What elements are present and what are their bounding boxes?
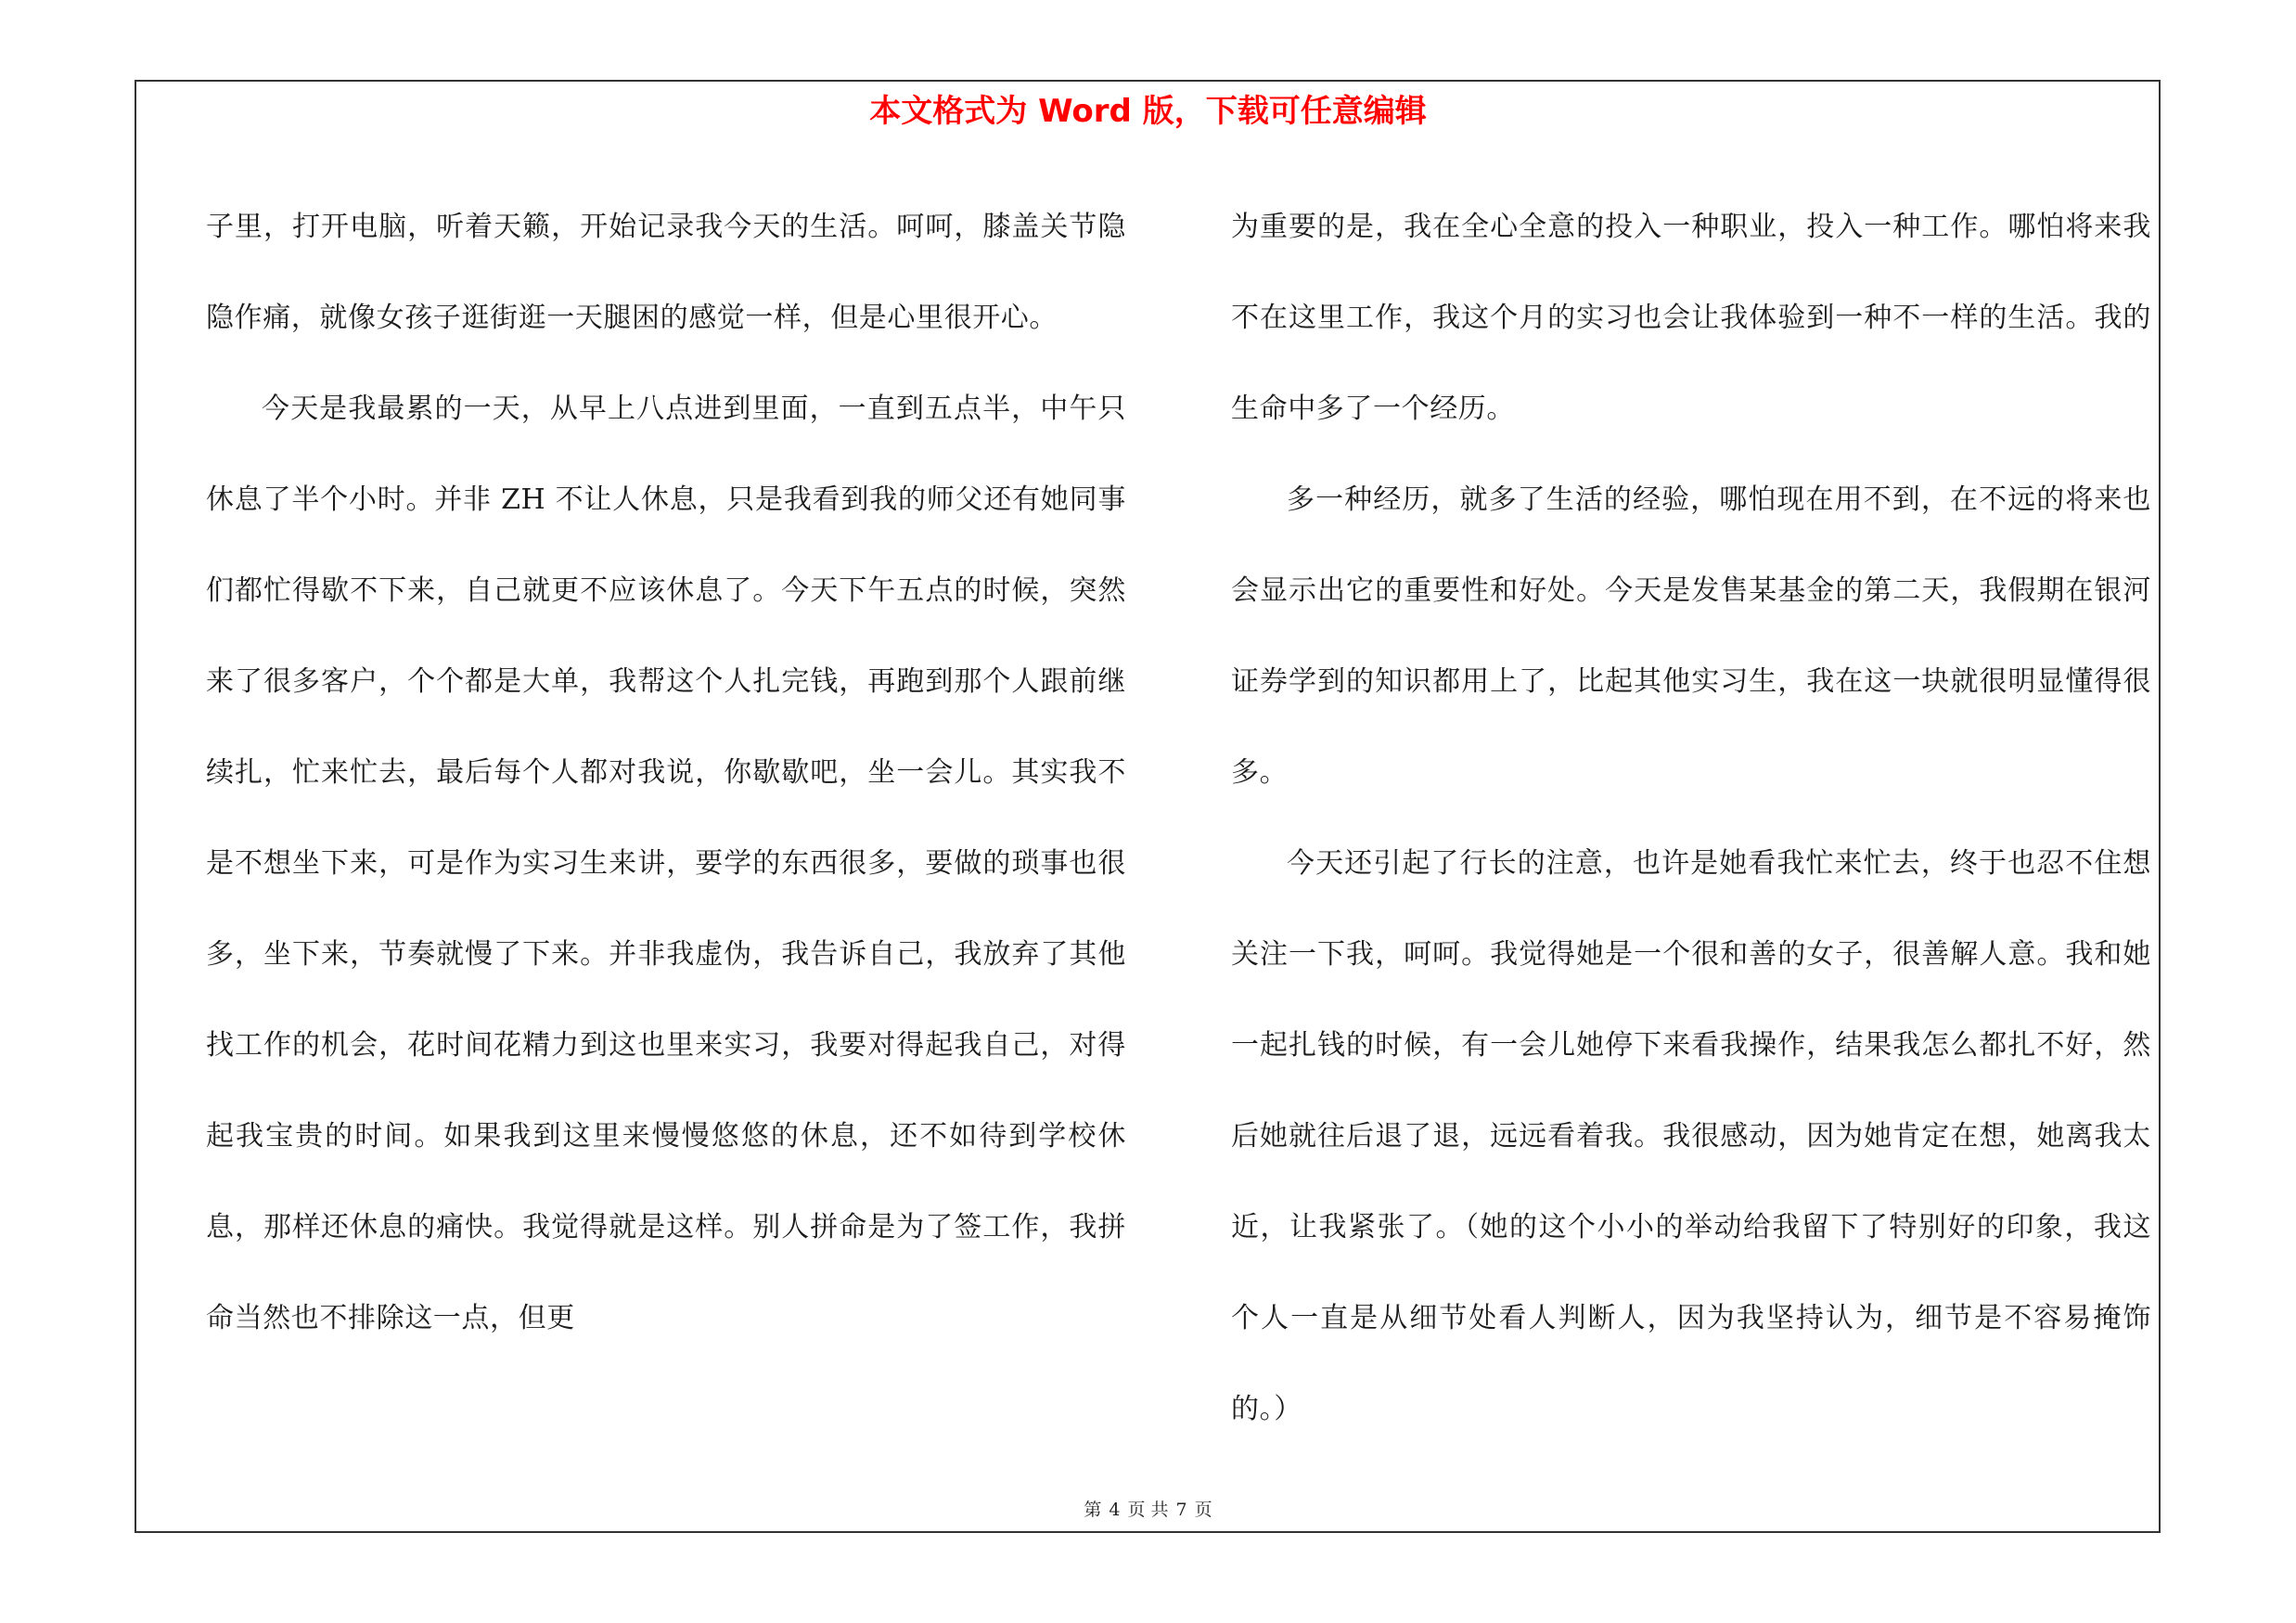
footer-mid: 页 共 bbox=[1127, 1500, 1169, 1520]
current-page-number: 4 bbox=[1109, 1500, 1121, 1520]
right-column bbox=[1231, 182, 2151, 1455]
paragraph-continuation: 为重要的是，我在全心全意的投入一种职业，投入一种工作。哪怕将来我不在这里工作，我这个月的实习也会让我体验到一种不一样的生活。我的生命中多了一个经历。 bbox=[1231, 211, 2151, 425]
paragraph-continuation: 子里，打开电脑，听着天籁，开始记录我今天的生活。呵呵，膝盖关节隐隐作痛，就像女孩子逛街逛一天腿困的感觉一样，但是心里很开心。 bbox=[206, 211, 1126, 334]
footer-suffix: 页 bbox=[1194, 1500, 1212, 1520]
paragraph: 多一种经历，就多了生活的经验，哪怕现在用不到，在不远的将来也会显示出它的重要性和好处。今天是发售某基金的第二天，我假期在银河证券学到的知识都用上了，比起其他实习生，我在这一块就很明显懂得很多。 bbox=[1231, 483, 2151, 789]
paragraph: 今天是我最累的一天，从早上八点进到里面，一直到五点半，中午只休息了半个小时。并非 ZH 不让人休息，只是我看到我的师父还有她同事们都忙得歇不下来，自己就更不应该休息了。今天下午五点的时候，突然来了很多客户，个个都是大单，我帮这个人扎完钱，再跑到那个人跟前继续扎，忙来忙去，最后每个人都对我说，你歇歇吧，坐一会儿。其实我不是不想坐下来，可是作为实习生来讲，要学的东西很多，要做的琐事也很多，坐下来，节奏就慢了下来。并非我虚伪，我告诉自己，我放弃了其他找工作的机会，花时间花精力到这也里来实习，我要对得起我自己，对得起我宝贵的时间。如果我到这里来慢慢悠悠的休息，还不如待到学校休息，那样还休息的痛快。我觉得就是这样。别人拼命是为了签工作，我拼命当然也不排除这一点，但更 bbox=[206, 393, 1126, 1334]
footer-prefix: 第 bbox=[1084, 1500, 1102, 1520]
left-column bbox=[206, 182, 1126, 1364]
page-number-footer bbox=[0, 1496, 2296, 1524]
paragraph: 今天还引起了行长的注意，也许是她看我忙来忙去，终于也忍不住想关注一下我，呵呵。我觉得她是一个很和善的女子，很善解人意。我和她一起扎钱的时候，有一会儿她停下来看我操作，结果我怎么都扎不好，然后她就往后退了退，远远看着我。我很感动，因为她肯定在想，她离我太近，让我紧张了。（她的这个小小的举动给我留下了特别好的印象，我这个人一直是从细节处看人判断人，因为我坚持认为，细节是不容易掩饰的。） bbox=[1231, 847, 2151, 1425]
total-pages-number: 7 bbox=[1175, 1500, 1187, 1520]
word-format-banner: 本文格式为 Word 版，下载可任意编辑 bbox=[869, 93, 1427, 130]
